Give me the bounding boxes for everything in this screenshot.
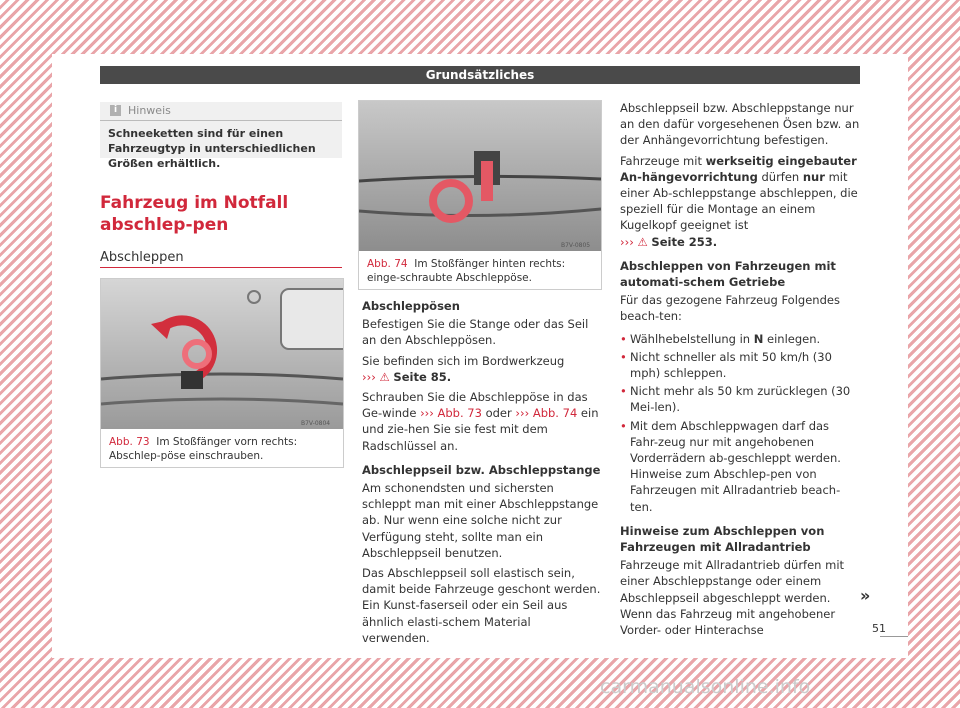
link-abb-74[interactable]: Abb. 74 (532, 406, 578, 421)
page-number-rule (880, 636, 908, 637)
paragraph: Befestigen Sie die Stange oder das Seil an den Abschleppösen. (362, 317, 589, 348)
svg-text:B7V-0805: B7V-0805 (561, 242, 591, 249)
figure-74 (358, 100, 602, 290)
figure-74-image (359, 101, 601, 251)
paragraph: Fahrzeuge mit Allradantrieb dürfen mit einer Abschleppstange oder einem Abschleppseil abgeschleppt werden. Wenn das Fahrzeug mit angehobener Vorder- oder Hinterachse (620, 558, 845, 638)
figure-74-caption: Abb. 74 Im Stoßfänger hinten rechts: einge-schraubte Abschleppöse. (367, 258, 566, 284)
page-header: Grundsätzliches (100, 66, 860, 84)
paragraph: Das Abschleppseil soll elastisch sein, damit beide Fahrzeuge geschont werden. Ein Kunst-faserseil oder ein Seil aus ähnlich elasti-schem Material verwenden. (362, 566, 601, 645)
list-item: • Nicht schneller als mit 50 km/h (30 mph) schleppen. (620, 349, 860, 381)
info-icon: i (110, 105, 121, 116)
paragraph: Fahrzeuge mit werkseitig eingebauter An-hängevorrichtung dürfen nur mit einer Ab-schleppstange abschleppen, die speziell für die Montage an einem Kugelkopf geeignet ist ››› ⚠ Seite 253. (620, 153, 858, 249)
warning-icon: ⚠ (379, 369, 390, 384)
paragraph: Sie befinden sich im Bordwerkzeug ››› ⚠ Seite 85. (362, 353, 565, 384)
figure-73 (100, 278, 344, 468)
page-number: 51 (872, 622, 886, 635)
section-rule (100, 267, 342, 268)
section-title: Fahrzeug im Notfall abschlep-pen (100, 193, 289, 235)
link-abb-73[interactable]: Abb. 73 (437, 406, 482, 421)
section-subtitle: Abschleppen (100, 250, 184, 265)
paragraph: Für das gezogene Fahrzeug Folgendes beach-ten: (620, 293, 840, 324)
heading-automatik: Abschleppen von Fahrzeugen mit automati-schem Getriebe (620, 258, 836, 290)
paragraph: Abschleppseil bzw. Abschleppstange nur an den dafür vorgesehenen Ösen bzw. an der Anhängevorrichtung befestigen. (620, 101, 860, 148)
paragraph: Schrauben Sie die Abschleppöse in das Ge-winde ››› Abb. 73 oder ››› Abb. 74 ein und zie-hen Sie sie fest mit dem Radschlüssel an. (362, 390, 599, 453)
figure-73-image (101, 279, 343, 429)
heading-abschleppoesen: Abschleppösen (362, 299, 460, 313)
paragraph: Am schonendsten und sichersten schleppt man mit einer Abschleppstange ab. Nur wenn eine solche nicht zur Verfügung steht, sollte man ein Abschleppseil benutzen. (362, 481, 599, 560)
heading-allrad: Hinweise zum Abschleppen von Fahrzeugen mit Allradantrieb (620, 523, 825, 555)
note-text: Schneeketten sind für einen Fahrzeugtyp in unterschiedlichen Größen erhältlich. (108, 127, 316, 170)
list-item: • Wählhebelstellung in N einlegen. (620, 331, 860, 347)
figure-73-caption: Abb. 73 Im Stoßfänger vorn rechts: Abschlep-pöse einschrauben. (109, 436, 298, 462)
list-item: • Nicht mehr als 50 km zurücklegen (30 Mei-len). (620, 383, 860, 415)
continue-mark: » (860, 586, 871, 605)
heading-abschleppseil: Abschleppseil bzw. Abschleppstange (362, 462, 601, 477)
column-2 (362, 298, 602, 646)
warning-icon: ⚠ (637, 234, 648, 249)
note-box (100, 102, 342, 170)
svg-text:B7V-0804: B7V-0804 (301, 420, 331, 427)
watermark: carmanualsonline.info (600, 676, 811, 698)
column-3 (620, 100, 860, 638)
note-title: Hinweis (128, 104, 171, 117)
list-item: • Mit dem Abschleppwagen darf das Fahr-zeug nur mit angehobenen Vorderrädern ab-geschleppt werden. Hinweise zum Abschlep-pen von Fahrzeugen mit Allradantrieb beach-ten. (620, 418, 860, 515)
